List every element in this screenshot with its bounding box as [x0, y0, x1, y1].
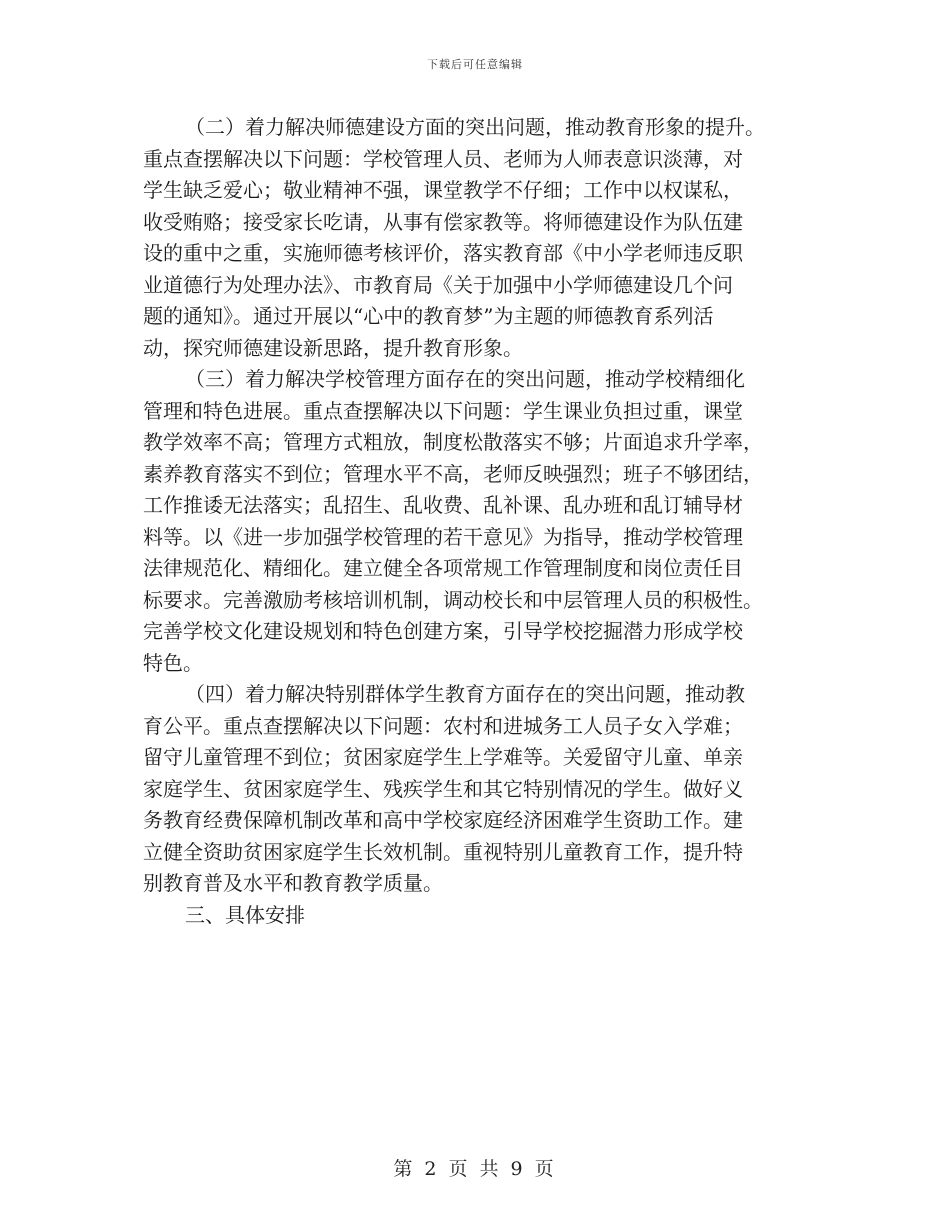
text-line: （三）着力解决学校管理方面存在的突出问题，推动学校精细化 — [185, 367, 745, 391]
text-line: 教学效率不高；管理方式粗放，制度松散落实不够；片面追求升学率， — [143, 430, 763, 454]
text-line: 动，探究师德建设新思路，提升教育形象。 — [143, 335, 523, 360]
text-line: 设的重中之重，实施师德考核评价，落实教育部《中小学老师违反职 — [143, 241, 743, 265]
text-line: 育公平。重点查摆解决以下问题：农村和进城务工人员子女入学难； — [143, 713, 743, 738]
text-line: 家庭学生、贫困家庭学生、残疾学生和其它特别情况的学生。做好义 — [143, 776, 743, 801]
text-line: 留守儿童管理不到位；贫困家庭学生上学难等。关爱留守儿童、单亲 — [143, 745, 743, 769]
text-line: 立健全资助贫困家庭学生长效机制。重视特别儿童教育工作，提升特 — [143, 839, 743, 864]
text-line: （四）着力解决特别群体学生教育方面存在的突出问题，推动教 — [185, 682, 745, 706]
text-line: 务教育经费保障机制改革和高中学校家庭经济困难学生资助工作。建 — [143, 808, 743, 832]
text-line: 标要求。完善激励考核培训机制，调动校长和中层管理人员的积极性。 — [143, 587, 763, 612]
text-line: （二）着力解决师德建设方面的突出问题，推动教育形象的提升。 — [185, 115, 765, 139]
page-number-footer: 第 2 页 共 9 页 — [393, 1158, 557, 1180]
document-body — [143, 112, 815, 931]
text-line: 收受贿赂；接受家长吃请，从事有偿家教等。将师德建设作为队伍建 — [143, 209, 743, 234]
paragraph-school-management — [143, 364, 815, 679]
text-line: 业道德行为处理办法》、市教育局《关于加强中小学师德建设几个问 — [143, 272, 733, 297]
text-line: 管理和特色进展。重点查摆解决以下问题：学生课业负担过重，课堂 — [143, 398, 743, 423]
text-line: 料等。以《进一步加强学校管理的若干意见》为指导，推动学校管理 — [143, 524, 743, 549]
text-line: 学生缺乏爱心；敬业精神不强，课堂教学不仔细；工作中以权谋私， — [143, 178, 743, 202]
text-line: 素养教育落实不到位；管理水平不高，老师反映强烈；班子不够团结， — [143, 461, 763, 486]
text-line: 特色。 — [143, 650, 203, 675]
paragraph-teacher-ethics — [143, 112, 815, 364]
text-line: 题的通知》。通过开展以“心中的教育梦”为主题的师德教育系列活 — [143, 304, 714, 328]
text-line: 工作推诿无法落实；乱招生、乱收费、乱补课、乱办班和乱订辅导材 — [143, 493, 743, 517]
page-header-note: 下载后可任意编辑 — [427, 58, 523, 71]
text-line: 完善学校文化建设规划和特色创建方案，引导学校挖掘潜力形成学校 — [143, 619, 743, 643]
section-heading: 三、具体安排 — [185, 902, 305, 927]
text-line: 重点查摆解决以下问题：学校管理人员、老师为人师表意识淡薄，对 — [143, 146, 743, 171]
text-line: 法律规范化、精细化。建立健全各项常规工作管理制度和岗位责任目 — [143, 556, 743, 580]
text-line: 别教育普及水平和教育教学质量。 — [143, 871, 443, 895]
paragraph-special-groups — [143, 679, 815, 900]
